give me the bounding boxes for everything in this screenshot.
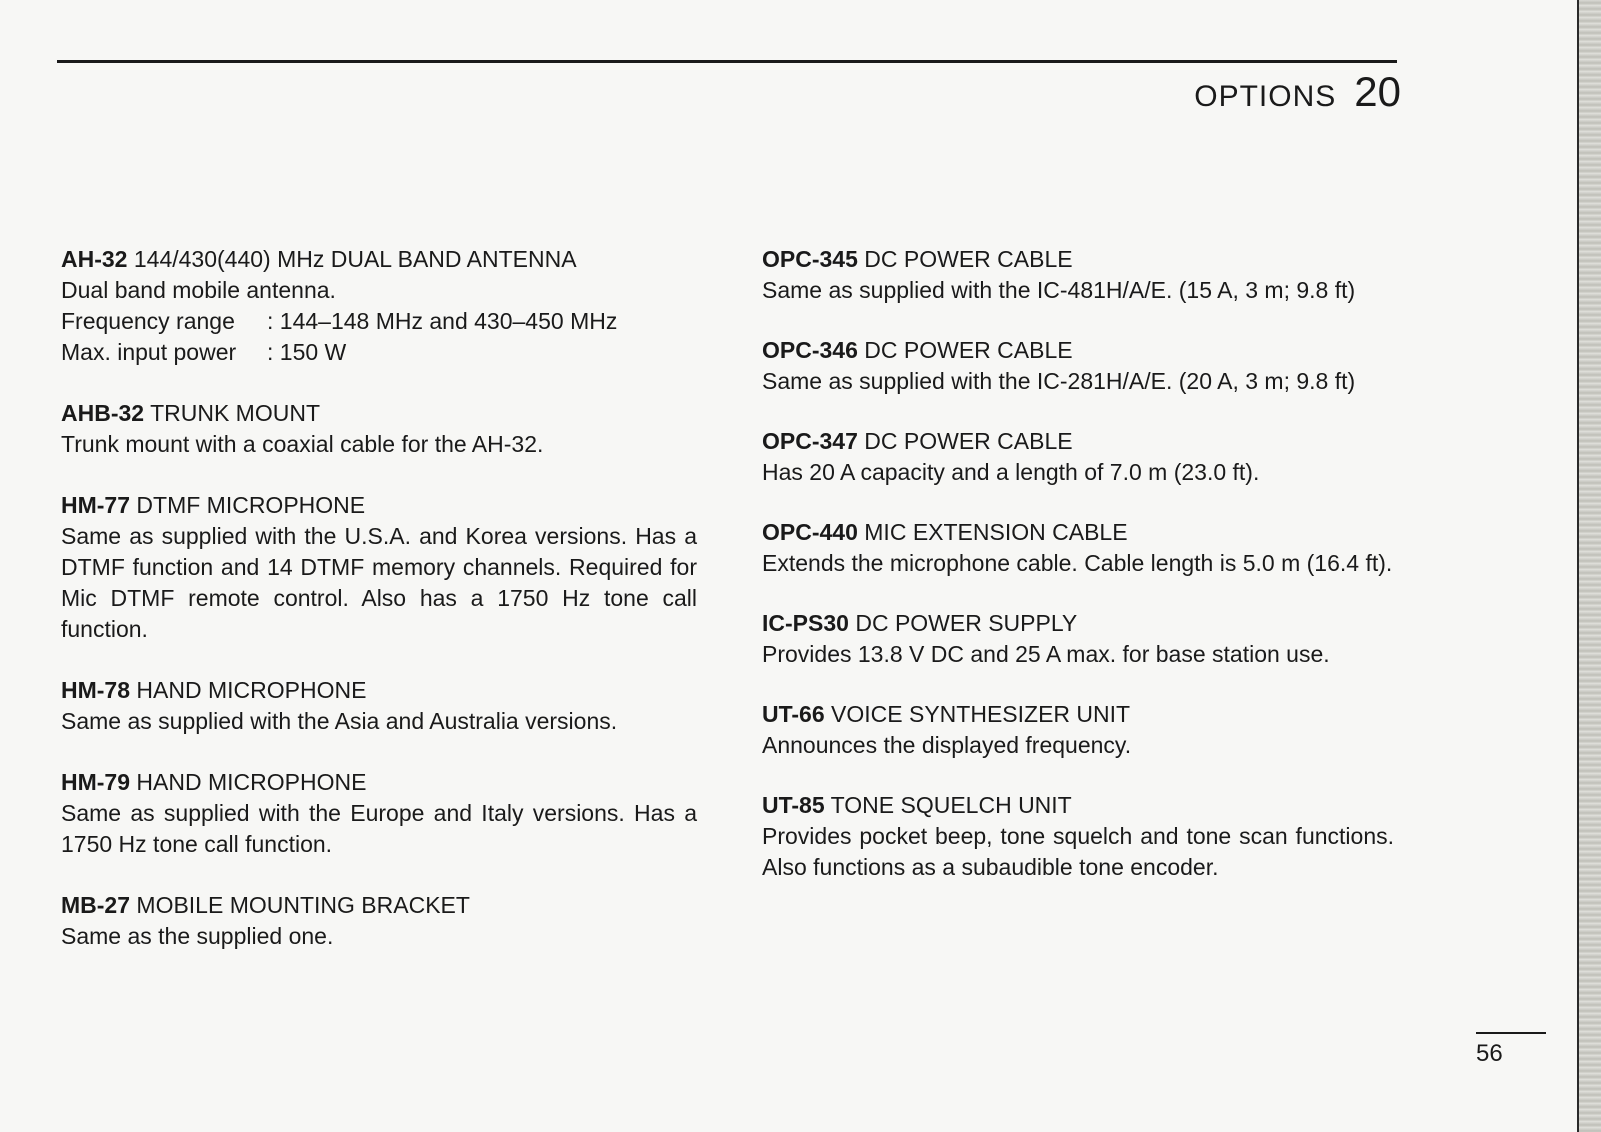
option-title: MOBILE MOUNTING BRACKET (136, 892, 470, 918)
model-number: OPC-440 (762, 519, 858, 545)
option-heading (61, 244, 697, 275)
footer-rule (1476, 1032, 1546, 1034)
option-item-opc-440 (762, 517, 1394, 579)
right-column (762, 244, 1394, 912)
option-heading (762, 790, 1394, 821)
option-item-hm-79 (61, 767, 697, 860)
option-item-hm-77 (61, 490, 697, 645)
option-heading (762, 699, 1394, 730)
option-item-ah-32 (61, 244, 697, 368)
option-description: Same as supplied with the Asia and Australia versions. (61, 708, 618, 734)
option-title: TONE SQUELCH UNIT (830, 792, 1072, 818)
option-heading (61, 890, 697, 921)
spec-row-power (61, 337, 697, 368)
option-description: Dual band mobile antenna. (61, 277, 336, 303)
option-title: TRUNK MOUNT (150, 400, 320, 426)
model-number: HM-77 (61, 492, 131, 518)
spec-label: Max. input power (61, 339, 237, 365)
option-description: Same as supplied with the U.S.A. and Korea versions. Has a DTMF function and 14 DTMF memory channels. Required for Mic DTMF remote control. Also has a 1750 Hz tone call function. (61, 523, 697, 642)
option-heading (61, 675, 697, 706)
option-title: DTMF MICROPHONE (136, 492, 366, 518)
option-heading (61, 398, 697, 429)
spec-label: Frequency range (61, 308, 235, 334)
option-description: Extends the microphone cable. Cable length is 5.0 m (16.4 ft). (762, 550, 1393, 576)
option-item-opc-346 (762, 335, 1394, 397)
option-heading (762, 426, 1394, 457)
option-title: MIC EXTENSION CABLE (864, 519, 1128, 545)
option-title: HAND MICROPHONE (136, 769, 367, 795)
model-number: HM-78 (61, 677, 131, 703)
model-number: MB-27 (61, 892, 131, 918)
option-title: VOICE SYNTHESIZER UNIT (831, 701, 1131, 727)
option-description: Provides pocket beep, tone squelch and tone scan functions. Also functions as a subaudible tone encoder. (762, 823, 1394, 880)
option-title: 144/430(440) MHz DUAL BAND ANTENNA (133, 246, 577, 272)
option-heading (61, 767, 697, 798)
spec-value: : 150 W (267, 339, 347, 365)
option-description: Provides 13.8 V DC and 25 A max. for base station use. (762, 641, 1330, 667)
option-heading (61, 490, 697, 521)
model-number: OPC-346 (762, 337, 858, 363)
section-number: 20 (1354, 68, 1401, 115)
spec-row-frequency (61, 306, 697, 337)
option-title: HAND MICROPHONE (136, 677, 367, 703)
option-item-ut-66 (762, 699, 1394, 761)
option-description: Same as supplied with the IC-281H/A/E. (20 A, 3 m; 9.8 ft) (762, 368, 1356, 394)
option-title: DC POWER CABLE (864, 428, 1073, 454)
model-number: OPC-345 (762, 246, 858, 272)
model-number: IC-PS30 (762, 610, 849, 636)
option-item-opc-347 (762, 426, 1394, 488)
option-description: Same as the supplied one. (61, 923, 334, 949)
option-item-ut-85 (762, 790, 1394, 883)
option-heading (762, 335, 1394, 366)
option-description: Same as supplied with the IC-481H/A/E. (15 A, 3 m; 9.8 ft) (762, 277, 1356, 303)
option-item-hm-78 (61, 675, 697, 737)
model-number: OPC-347 (762, 428, 858, 454)
header-rule (57, 60, 1397, 63)
option-title: DC POWER SUPPLY (855, 610, 1078, 636)
option-description: Same as supplied with the Europe and Italy versions. Has a 1750 Hz tone call function. (61, 800, 697, 857)
option-heading (762, 608, 1394, 639)
option-item-mb-27 (61, 890, 697, 952)
section-title: OPTIONS (1194, 80, 1337, 113)
option-description: Has 20 A capacity and a length of 7.0 m (23.0 ft). (762, 459, 1260, 485)
option-item-opc-345 (762, 244, 1394, 306)
page-number: 56 (1476, 1040, 1503, 1067)
option-title: DC POWER CABLE (864, 246, 1073, 272)
spec-value: : 144–148 MHz and 430–450 MHz (267, 308, 618, 334)
model-number: UT-85 (762, 792, 825, 818)
model-number: AHB-32 (61, 400, 145, 426)
section-header (1194, 68, 1401, 116)
model-number: AH-32 (61, 246, 128, 272)
option-title: DC POWER CABLE (864, 337, 1073, 363)
option-description: Trunk mount with a coaxial cable for the AH-32. (61, 431, 544, 457)
option-item-ic-ps30 (762, 608, 1394, 670)
binding-edge (1577, 0, 1601, 1132)
model-number: HM-79 (61, 769, 131, 795)
option-item-ahb-32 (61, 398, 697, 460)
model-number: UT-66 (762, 701, 825, 727)
option-description: Announces the displayed frequency. (762, 732, 1132, 758)
option-heading (762, 517, 1394, 548)
option-heading (762, 244, 1394, 275)
left-column (61, 244, 697, 982)
